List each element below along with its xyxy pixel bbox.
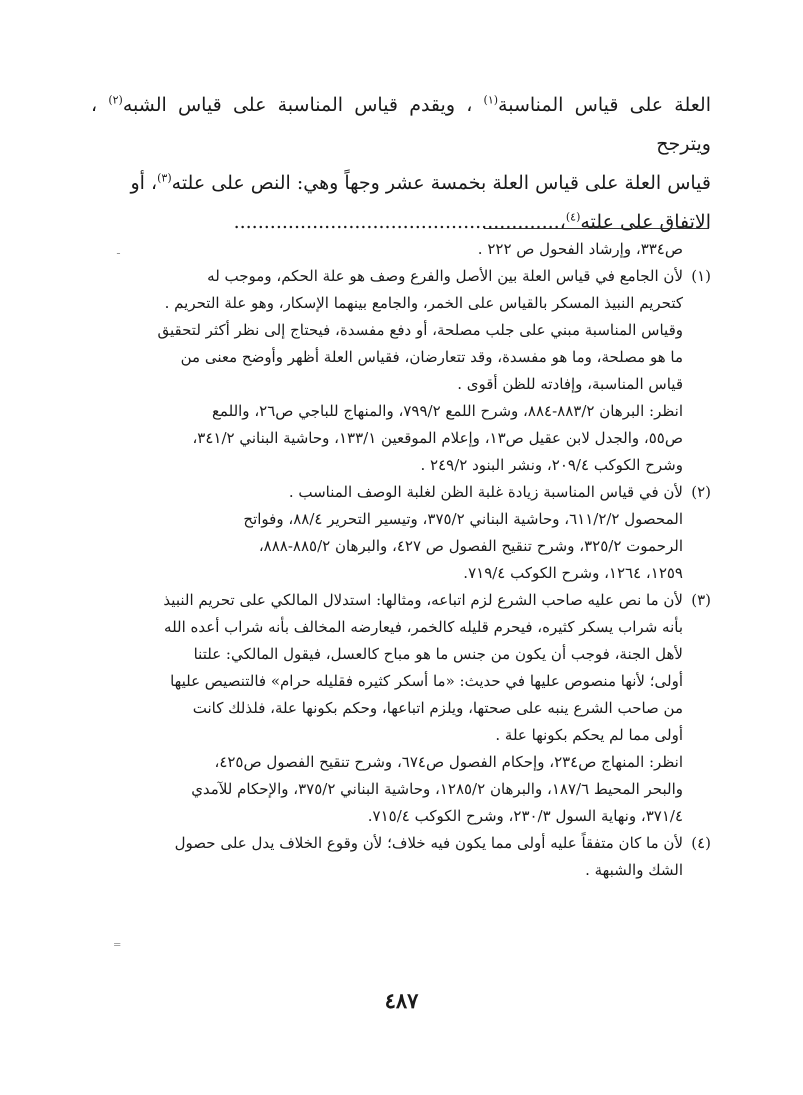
margin-mark: = bbox=[113, 940, 122, 951]
footnote-number: (٣) bbox=[691, 591, 711, 609]
footnote-line: ما هو مصلحة، وما هو مفسدة، وقد تتعارضان، فقياس العلة أظهر وأوضح معنى من bbox=[180, 348, 683, 366]
footnote-line: لأن في قياس المناسبة زيادة غلبة الظن لغلبة الوصف المناسب . bbox=[288, 483, 683, 501]
footnote-reference: ص٥٥، والجدل لابن عقيل ص١٣، وإعلام الموقعين ١٣٣/١، وحاشية البناني ٣٤١/٢، bbox=[192, 429, 683, 447]
text-run: ، ويقدم قياس المناسبة على قياس الشبه bbox=[122, 94, 473, 116]
text-run: قياس العلة على قياس العلة بخمسة عشر وجهاً وهي: النص على علته bbox=[171, 172, 711, 194]
footnote-reference: الرحموت ٣٢٥/٢، وشرح تنقيح الفصول ص ٤٢٧، والبرهان ٨٨٥/٢-٨٨٨، bbox=[258, 537, 683, 555]
footnote-4 bbox=[91, 830, 711, 884]
margin-mark: ـ bbox=[117, 246, 120, 257]
footnote-ref: (٢) bbox=[108, 93, 123, 107]
footnote-separator bbox=[484, 228, 709, 229]
text-run: العلة على قياس المناسبة bbox=[498, 94, 711, 116]
page-number: ٤٨٧ bbox=[384, 988, 419, 1013]
main-text-line bbox=[91, 86, 711, 164]
footnote-reference: والبحر المحيط ١٨٧/٦، والبرهان ١٢٨٥/٢، وحاشية البناني ٣٧٥/٢، والإحكام للآمدي bbox=[191, 780, 683, 798]
footnote-line: لأهل الجنة، فوجب أن يكون من جنس ما هو مباح كالعسل، فيقول المالكي: علتنا bbox=[193, 645, 683, 663]
footnote-reference: وشرح الكوكب ٢٠٩/٤، ونشر البنود ٢٤٩/٢ . bbox=[420, 456, 683, 474]
footnotes bbox=[91, 236, 711, 884]
footnote-line: بأنه شراب يسكر كثيره، فيحرم قليله كالخمر، فيعارضه المخالف بأنه شراب أعده الله bbox=[164, 618, 683, 636]
footnote-line: كتحريم النبيذ المسكر بالقياس على الخمر، والجامع بينهما الإسكار، وهو علة التحريم . bbox=[164, 294, 683, 312]
footnote-reference: انظر: المنهاج ص٢٣٤، وإحكام الفصول ص٦٧٤، وشرح تنقيح الفصول ص٤٢٥، bbox=[214, 753, 683, 771]
footnote-line: من صاحب الشرع ينبه على صحتها، ويلزم اتباعها، وحكم بكونها علة، فلذلك كانت bbox=[192, 699, 683, 717]
text-run: الاتفاق على علته bbox=[580, 211, 711, 233]
footnote-number: (١) bbox=[691, 267, 711, 285]
footnote-ref: (١) bbox=[483, 93, 499, 107]
footnote-line: لأن ما نص عليه صاحب الشرع لزم اتباعه، ومثالها: استدلال المالكي على تحريم النبيذ bbox=[163, 591, 683, 609]
footnote-line: أولى مما لم يحكم بكونها علة . bbox=[495, 726, 683, 744]
footnote-line: لأن الجامع في قياس العلة بين الأصل والفرع وصف هو علة الحكم، وموجب له bbox=[207, 267, 683, 285]
main-text-line bbox=[91, 164, 711, 203]
footnote-reference: انظر: البرهان ٨٨٣/٢-٨٨٤، وشرح اللمع ٧٩٩/٢، والمنهاج للباجي ص٢٦، واللمع bbox=[211, 402, 683, 420]
footnote-ref: (٣) bbox=[157, 171, 172, 185]
footnote-reference: المحصول ٦١١/٢/٢، وحاشية البناني ٣٧٥/٢، وتيسير التحرير ٨٨/٤، وفواتح bbox=[243, 510, 683, 528]
footnote-1 bbox=[91, 263, 711, 479]
footnote-3 bbox=[91, 587, 711, 830]
text-run: ، أو bbox=[130, 172, 158, 194]
footnote-continuation: ص٣٣٤، وإرشاد الفحول ص ٢٢٢ . bbox=[477, 240, 683, 258]
footnote-line: أولى؛ لأنها منصوص عليها في حديث: «ما أسكر كثيره فقليله حرام» فالتنصيص عليها bbox=[170, 672, 683, 690]
footnote-number: (٢) bbox=[691, 483, 711, 501]
footnote-line: الشك والشبهة . bbox=[585, 861, 683, 879]
footnote-line: قياس المناسبة، وإفادته للظن أقوى . bbox=[457, 375, 683, 393]
main-text bbox=[91, 86, 711, 242]
text-run: ، ويترجح bbox=[91, 94, 711, 155]
footnote-reference: ١٢٥٩، ١٢٦٤، وشرح الكوكب ٧١٩/٤. bbox=[463, 564, 683, 582]
footnote-line: وقياس المناسبة مبني على جلب مصلحة، أو دفع مفسدة، فيحتاج إلى نظر أكثر لتحقيق bbox=[157, 321, 683, 339]
footnote-ref: (٤) bbox=[565, 210, 581, 224]
footnote-line: لأن ما كان متفقاً عليه أولى مما يكون فيه خلاف؛ لأن وقوع الخلاف يدل على حصول bbox=[174, 834, 683, 852]
text-run: ،...................................................... bbox=[233, 211, 566, 233]
footnote-number: (٤) bbox=[691, 834, 711, 852]
footnote-reference: ٣٧١/٤، ونهاية السول ٢٣٠/٣، وشرح الكوكب ٧١٥/٤. bbox=[367, 807, 683, 825]
footnote-2 bbox=[91, 479, 711, 587]
